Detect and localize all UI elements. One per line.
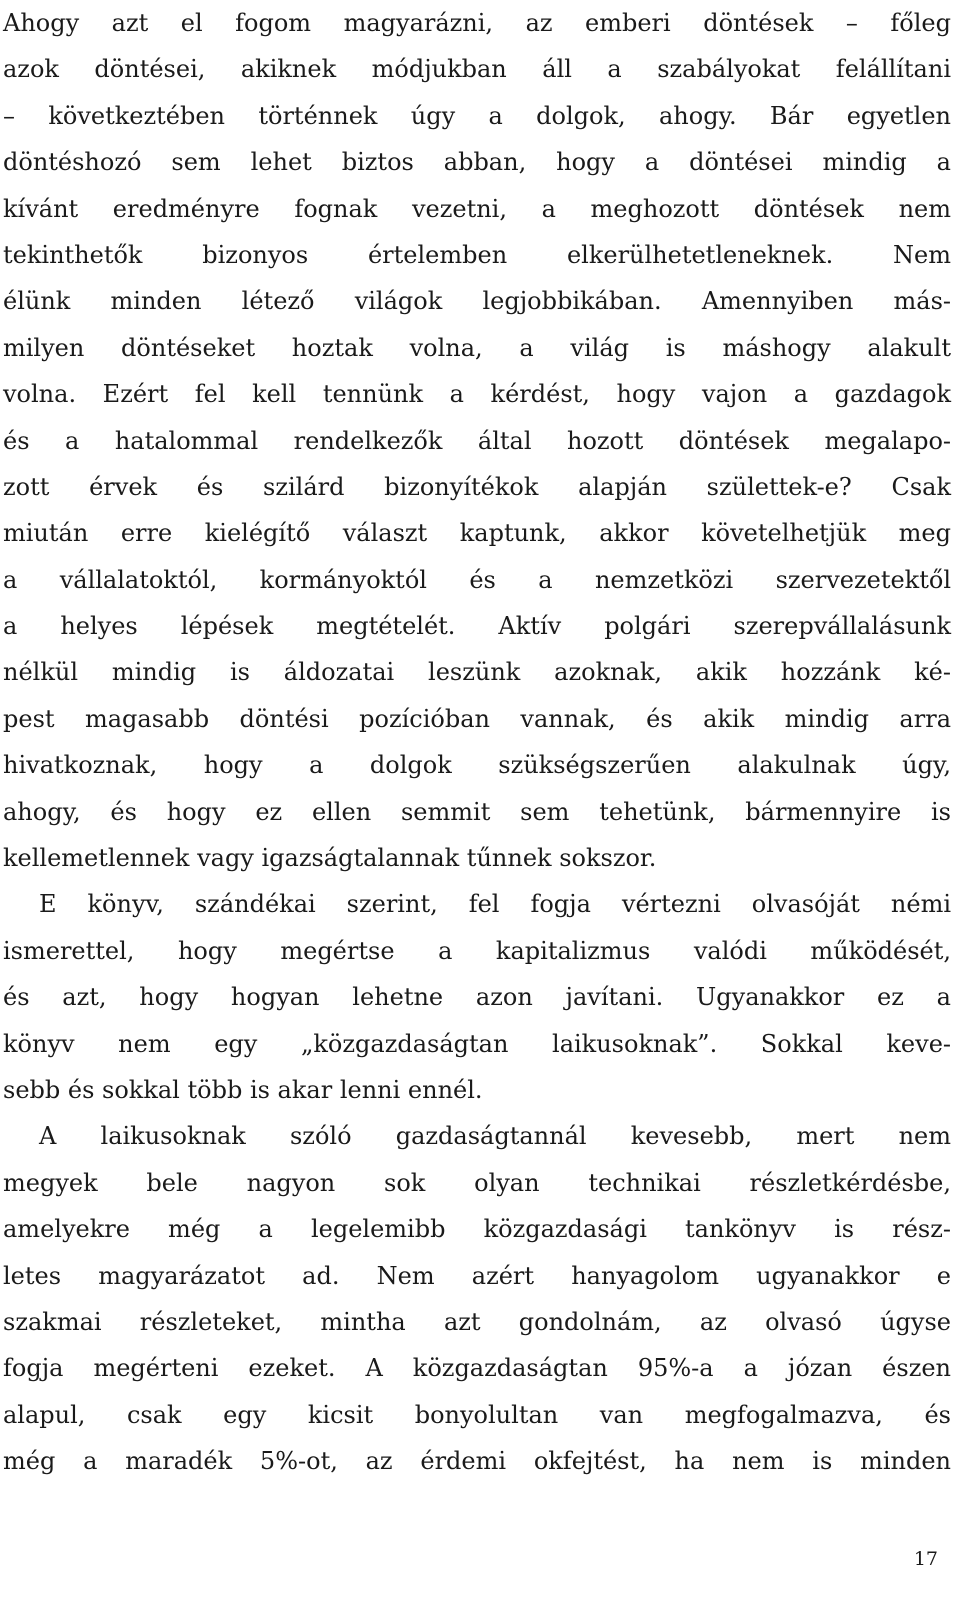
text-line: azok döntései, akiknek módjukban áll a szabályokat felállítani [3,55,951,84]
text-line: A laikusoknak szóló gazdaságtannál kevesebb, mert nem [39,1122,951,1151]
text-line: hivatkoznak, hogy a dolgok szükségszerűen alakulnak úgy, [3,751,951,780]
page-number: 17 [913,1548,938,1570]
text-line: élünk minden létező világok legjobbikában. Amennyiben más- [3,287,951,316]
text-line: kellemetlennek vagy igazságtalannak tűnnek sokszor. [3,844,657,873]
text-line: kívánt eredményre fognak vezetni, a meghozott döntések nem [3,194,951,223]
text-line: tekinthetők bizonyos értelemben elkerülhetetleneknek. Nem [3,240,951,269]
text-line: nélkül mindig is áldozatai leszünk azoknak, akik hozzánk ké- [3,658,951,687]
body-text [3,0,951,1485]
text-line: Ahogy azt el fogom magyarázni, az emberi döntések – főleg [3,9,951,37]
text-line: milyen döntéseket hoztak volna, a világ is máshogy alakult [3,333,951,362]
text-line: a vállalatoktól, kormányoktól és a nemzetközi szervezetektől [3,565,951,594]
text-line: zott érvek és szilárd bizonyítékok alapján születtek-e? Csak [3,472,951,501]
text-line: miután erre kielégítő választ kaptunk, akkor követelhetjük meg [3,519,951,548]
paragraph-3 [3,1113,951,1484]
text-line: döntéshozó sem lehet biztos abban, hogy a döntései mindig a [3,148,951,177]
text-line: és azt, hogy hogyan lehetne azon javítani. Ugyanakkor ez a [3,983,951,1012]
text-line: szakmai részleteket, mintha azt gondolnám, az olvasó úgyse [3,1307,951,1336]
text-line: könyv nem egy „közgazdaságtan laikusoknak”. Sokkal keve- [3,1029,951,1058]
text-line: alapul, csak egy kicsit bonyolultan van megfogalmazva, és [3,1400,951,1429]
paragraph-2 [3,881,951,1113]
text-line: ahogy, és hogy ez ellen semmit sem tehetünk, bármennyire is [3,797,951,826]
text-line: amelyekre még a legelemibb közgazdasági tankönyv is rész- [3,1215,951,1244]
text-line: a helyes lépések megtételét. Aktív polgári szerepvállalásunk [3,612,951,641]
text-line: volna. Ezért fel kell tennünk a kérdést, hogy vajon a gazdagok [3,380,951,409]
text-line: – következtében történnek úgy a dolgok, ahogy. Bár egyetlen [3,101,951,130]
text-line: és a hatalommal rendelkezők által hozott döntések megalapo- [3,426,951,455]
text-line: E könyv, szándékai szerint, fel fogja vértezni olvasóját némi [39,890,951,919]
text-line: még a maradék 5%-ot, az érdemi okfejtést, ha nem is minden [3,1447,951,1476]
text-line: fogja megérteni ezeket. A közgazdaságtan 95%-a a józan észen [3,1354,951,1383]
text-line: ismerettel, hogy megértse a kapitalizmus valódi működését, [3,936,951,965]
text-line: letes magyarázatot ad. Nem azért hanyagolom ugyanakkor e [3,1261,951,1290]
paragraph-1 [3,0,951,881]
text-line: pest magasabb döntési pozícióban vannak, és akik mindig arra [3,704,951,733]
text-line: megyek bele nagyon sok olyan technikai részletkérdésbe, [3,1168,951,1197]
text-line: sebb és sokkal több is akar lenni ennél. [3,1075,483,1104]
